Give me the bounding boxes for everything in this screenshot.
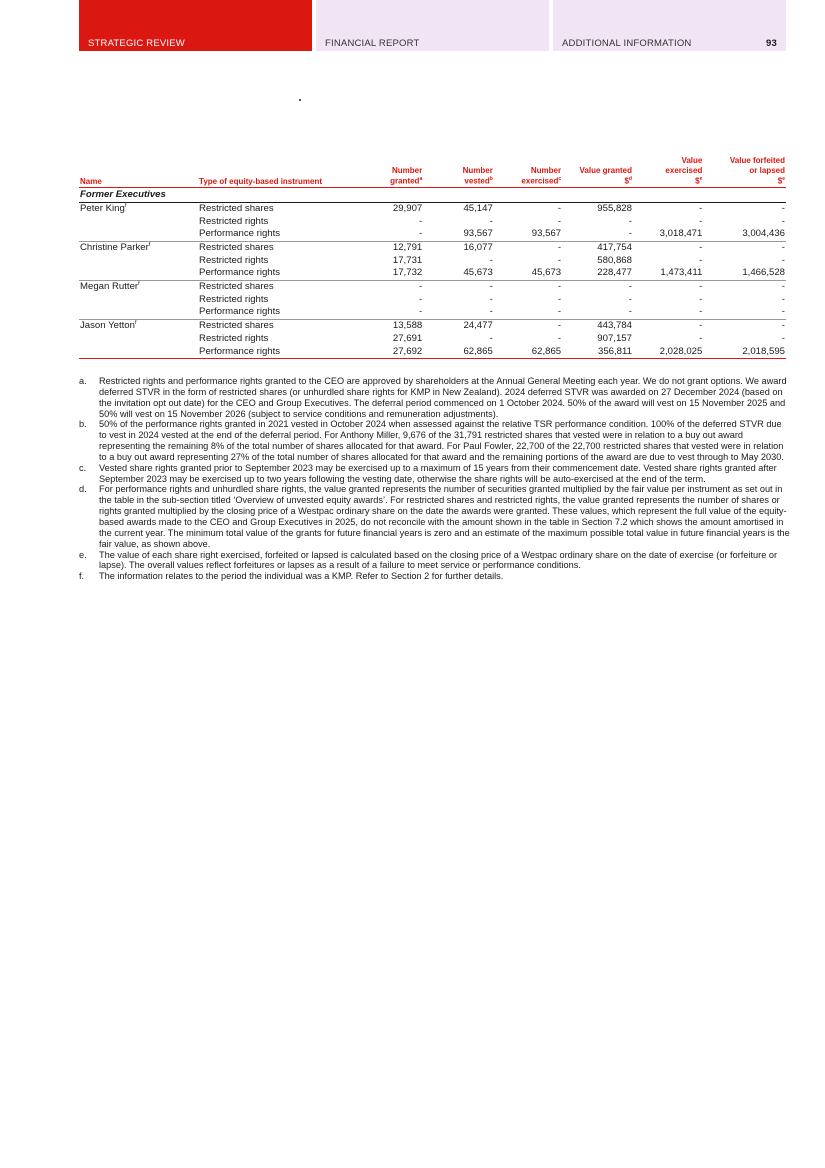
stray-dot: [299, 99, 301, 101]
number-granted: 12,791: [392, 241, 423, 253]
footnote-a: [79, 376, 791, 419]
number-exercised: -: [557, 202, 562, 214]
value-granted: 580,868: [597, 254, 632, 266]
number-granted: 13,588: [392, 320, 423, 332]
instrument-type: Restricted rights: [199, 254, 269, 266]
value-exercised: 2,028,025: [633, 346, 703, 359]
table-row: [79, 320, 786, 333]
value-exercised: -: [699, 254, 703, 266]
number-vested: -: [489, 254, 493, 266]
table-row: [79, 281, 786, 294]
number-vested: 45,673: [423, 267, 494, 280]
number-granted: 17,732: [364, 267, 423, 280]
number-vested: -: [489, 281, 493, 293]
instrument-type: Performance rights: [198, 346, 364, 359]
number-granted: 17,731: [392, 254, 423, 266]
value-exercised: -: [699, 215, 703, 227]
number-granted: -: [419, 215, 423, 227]
value-forfeited: 1,466,528: [703, 267, 786, 280]
value-forfeited: -: [781, 202, 785, 214]
number-exercised: 93,567: [494, 228, 562, 241]
footnote-text: The information relates to the period the individual was a KMP. Refer to Section 2 for further details.: [99, 571, 504, 582]
footnote-b: [79, 419, 791, 462]
value-exercised: -: [699, 281, 703, 293]
table-row: [79, 333, 786, 346]
table-row: [79, 267, 786, 280]
number-vested: -: [489, 293, 493, 305]
value-granted: 955,828: [597, 202, 632, 214]
value-forfeited: -: [781, 320, 785, 332]
number-exercised: 62,865: [494, 346, 562, 359]
footnote-e: [79, 550, 791, 572]
number-vested: -: [489, 332, 493, 344]
table-row: [79, 306, 786, 319]
value-forfeited: -: [781, 215, 785, 227]
number-vested: -: [423, 306, 494, 319]
table-row: [79, 346, 786, 359]
person-name: Peter King$^f$: [80, 202, 127, 214]
value-exercised: -: [699, 320, 703, 332]
tab-financial-report[interactable]: [316, 0, 549, 51]
footnote-letter: a.: [79, 376, 87, 386]
value-exercised: 3,018,471: [633, 228, 703, 241]
value-forfeited: 2,018,595: [703, 346, 786, 359]
value-exercised: 1,473,411: [633, 267, 703, 280]
value-exercised: -: [699, 293, 703, 305]
column-header-number-vested: Number vested$^b$: [423, 156, 494, 188]
number-exercised: -: [557, 332, 562, 344]
number-vested: 45,147: [463, 202, 493, 214]
section-title: Former Executives: [79, 188, 786, 203]
instrument-type: Restricted rights: [199, 293, 269, 305]
value-granted: 907,157: [597, 332, 632, 344]
number-vested: 62,865: [423, 346, 494, 359]
footnote-text: 50% of the performance rights granted in 2021 vested in October 2024 when assessed against the relative TSR performance condition. 100% of the deferred STVR due to vest in 2024 vested at the end of the deferral period. For Anthony Miller, 9,676 of the 31,791 restricted shares that vested were in relation to a buy out award representing the remaining 8% of the total number of shares allocated for that award. For Paul Fowler, 22,700 of the 22,700 restricted shares that vested were in relation to a buy out award representing 27% of the total number of shares allocated for that award and the remaining portions of the award are due to vest through to May 2030.: [99, 419, 784, 462]
instrument-type: Restricted rights: [199, 215, 269, 227]
value-exercised: -: [699, 332, 703, 344]
number-granted: -: [364, 306, 423, 319]
number-granted: 27,691: [392, 332, 423, 344]
footnote-letter: d.: [79, 484, 87, 495]
value-forfeited: 3,004,436: [703, 228, 786, 241]
number-granted: -: [419, 281, 423, 293]
column-header-number-granted: Number granted$^a$: [364, 156, 423, 188]
table-row: [79, 216, 786, 229]
footnote-text: Restricted rights and performance rights granted to the CEO are approved by shareholders at the Annual General Meeting each year. We do not grant options. We award deferred STVR in the form of restricted shares (or unhurdled share rights for KMP in New Zealand). 2024 deferred STVR was awarded on 27 December 2024 (based on the invitation opt out date) for the CEO and Group Executives. The deferral period commenced on 1 October 2024. 50% of the award will vest on 15 November 2025 and 50% will vest on 15 November 2026 (subject to service conditions and remuneration adjustments).: [99, 376, 787, 419]
tab-label: ADDITIONAL INFORMATION: [562, 38, 692, 49]
value-granted: -: [628, 281, 632, 293]
value-granted: -: [628, 215, 632, 227]
number-exercised: -: [557, 241, 562, 253]
number-granted: -: [364, 228, 423, 241]
value-exercised: -: [699, 241, 703, 253]
value-granted: 228,477: [562, 267, 633, 280]
table-row: [79, 255, 786, 268]
instrument-type: Restricted rights: [199, 332, 269, 344]
instrument-type: Restricted shares: [199, 281, 274, 293]
page-number: 93: [766, 38, 777, 49]
value-forfeited: -: [781, 281, 785, 293]
value-exercised: -: [633, 306, 703, 319]
footnote-letter: e.: [79, 549, 87, 560]
number-exercised: -: [557, 254, 562, 266]
value-granted: -: [562, 228, 633, 241]
table-row: [79, 202, 786, 215]
footnote-c: [79, 463, 791, 485]
table-row: [79, 228, 786, 241]
number-exercised: 45,673: [494, 267, 562, 280]
table-header-row: [79, 156, 786, 188]
number-granted: -: [419, 293, 423, 305]
value-granted: 443,784: [597, 320, 632, 332]
value-granted: -: [628, 293, 632, 305]
footnote-letter: b.: [79, 419, 87, 430]
number-vested: 24,477: [463, 320, 493, 332]
value-forfeited: -: [781, 332, 785, 344]
instrument-type: Restricted shares: [199, 202, 274, 214]
column-header-name: Name: [79, 156, 198, 188]
footnote-letter: c.: [79, 462, 87, 473]
number-granted: 29,907: [392, 202, 423, 214]
column-header-number-exercised: Number exercised$^c$: [494, 156, 562, 188]
footnote-f: [79, 571, 791, 582]
instrument-type: Performance rights: [198, 267, 364, 280]
instrument-type: Restricted shares: [199, 241, 274, 253]
column-header-type: Type of equity-based instrument: [198, 156, 364, 188]
column-header-value-forfeited: Value forfeited or lapsed \$$^e$: [703, 156, 786, 188]
tab-label: FINANCIAL REPORT: [325, 38, 420, 49]
person-name: Christine Parker$^f$: [80, 241, 151, 253]
number-exercised: -: [557, 281, 562, 293]
value-granted: 417,754: [597, 241, 632, 253]
value-forfeited: -: [781, 241, 785, 253]
table-row: [79, 294, 786, 307]
number-exercised: -: [557, 215, 562, 227]
column-header-value-exercised: Value exercised \$$^e$: [633, 156, 703, 188]
number-exercised: -: [557, 293, 562, 305]
instrument-type: Performance rights: [198, 306, 364, 319]
number-vested: -: [489, 215, 493, 227]
footnote-text: For performance rights and unhurdled share rights, the value granted represents the number of securities granted multiplied by the fair value per instrument as set out in the table in the sub-section titled ‘Overview of unvested equity awards’. For restricted shares and restricted rights, the value granted represents the number of shares or rights granted multiplied by the closing price of a Westpac ordinary share on the date the awards were granted. These values, which represent the full value of the equity-based awards made to the CEO and Group Executives in 2025, do not reconcile with the amount shown in the table in Section 7.2 which shows the amount amortised in the current year. The minimum total value of the grants for future financial years is zero and an estimate of the maximum possible total value in future financial years is the fair value, as shown above.: [99, 484, 790, 549]
footnote-text: The value of each share right exercised, forfeited or lapsed is calculated based on the closing price of a Westpac ordinary share on the date of exercise (or forfeiture or lapse). The overall values reflect forfeitures or lapses as a result of a failure to meet service or performance conditions.: [99, 549, 778, 571]
section-tabs: [79, 0, 786, 51]
number-vested: 93,567: [423, 228, 494, 241]
value-granted: 356,811: [562, 346, 633, 359]
section-row-former-executives: [79, 188, 786, 203]
footnotes: [79, 376, 791, 582]
tab-label: STRATEGIC REVIEW: [88, 38, 185, 49]
number-exercised: -: [494, 306, 562, 319]
value-granted: -: [562, 306, 633, 319]
footnote-d: [79, 484, 791, 549]
value-exercised: -: [699, 202, 703, 214]
footnote-text: Vested share rights granted prior to September 2023 may be exercised up to a maximum of 15 years from their commencement date. Vested share rights granted after September 2023 may be exercised up to two years following the vesting date, otherwise the share rights will be auto-exercised at the end of the term.: [99, 462, 777, 484]
equity-instruments-table: [79, 156, 786, 359]
number-vested: 16,077: [463, 241, 493, 253]
value-forfeited: -: [703, 306, 786, 319]
column-header-value-granted: Value granted \$$^d$: [562, 156, 633, 188]
person-name: Jason Yetton$^f$: [80, 320, 137, 332]
value-forfeited: -: [781, 293, 785, 305]
number-exercised: -: [557, 320, 562, 332]
footnote-letter: f.: [79, 571, 85, 582]
number-granted: 27,692: [364, 346, 423, 359]
tab-strategic-review[interactable]: [79, 0, 312, 51]
person-name: Megan Rutter$^f$: [80, 280, 140, 293]
instrument-type: Restricted shares: [199, 320, 274, 332]
tab-additional-information[interactable]: [553, 0, 786, 51]
value-forfeited: -: [781, 254, 785, 266]
instrument-type: Performance rights: [198, 228, 364, 241]
table-row: [79, 241, 786, 254]
